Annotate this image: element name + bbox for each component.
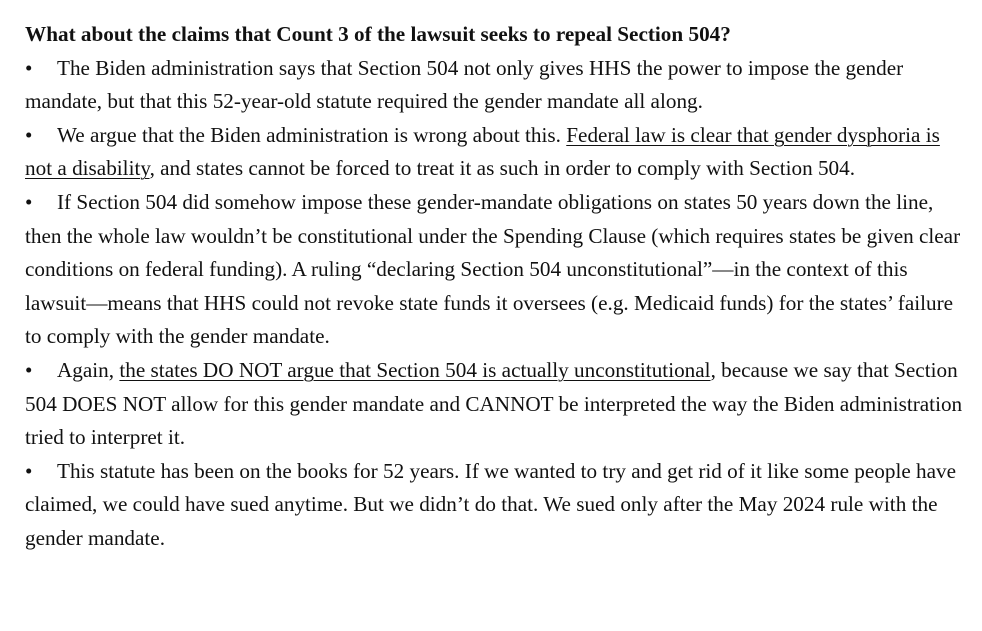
paragraph-text: If Section 504 did somehow impose these gender-mandate obligations on states 50 years down the line, then the whole law wouldn’t be constitutional under the Spending Clause (which requires states be given clear conditions on federal funding). A ruling “declaring Section 504 unconstitutional”—in the context of this lawsuit—means that HHS could not revoke state funds it oversees (e.g. Medicaid funds) for the states’ failure to comply with the gender mandate. — [25, 189, 961, 349]
bullet-paragraph-3 — [25, 186, 970, 354]
bullet-marker: • — [25, 189, 33, 214]
bullet-marker: • — [25, 122, 33, 147]
paragraph-text: We argue that the Biden administration is wrong about this. — [57, 122, 567, 147]
underlined-text: the states DO NOT argue that Section 504 is actually unconstitutional — [119, 357, 711, 382]
bullet-paragraph-4 — [25, 354, 970, 455]
bullet-marker: • — [25, 458, 33, 483]
paragraph-text: , and states cannot be forced to treat it as such in order to comply with Section 504. — [149, 156, 856, 181]
paragraph-text: This statute has been on the books for 52 years. If we wanted to try and get rid of it like some people have claimed, we could have sued anytime. But we didn’t do that. We sued only after the May 2024 rule with the gender mandate. — [25, 458, 957, 550]
bullet-marker: • — [25, 55, 33, 80]
heading: What about the claims that Count 3 of the lawsuit seeks to repeal Section 504? — [25, 22, 731, 46]
paragraph-text: Again, — [57, 357, 120, 382]
paragraph-text: The Biden administration says that Section 504 not only gives HHS the power to impose the gender mandate, but that this 52-year-old statute required the gender mandate all along. — [25, 55, 904, 114]
bullet-paragraph-5 — [25, 455, 970, 556]
bullet-paragraph-2 — [25, 119, 970, 186]
bullet-paragraph-1 — [25, 52, 970, 119]
underlined-text: Federal law is clear that gender dysphoria is not a disability — [25, 122, 940, 181]
paragraph-text: , because we say that Section 504 DOES NOT allow for this gender mandate and CANNOT be interpreted the way the Biden administration tried to interpret it. — [25, 357, 963, 450]
bullet-marker: • — [25, 357, 33, 382]
document — [25, 18, 970, 556]
